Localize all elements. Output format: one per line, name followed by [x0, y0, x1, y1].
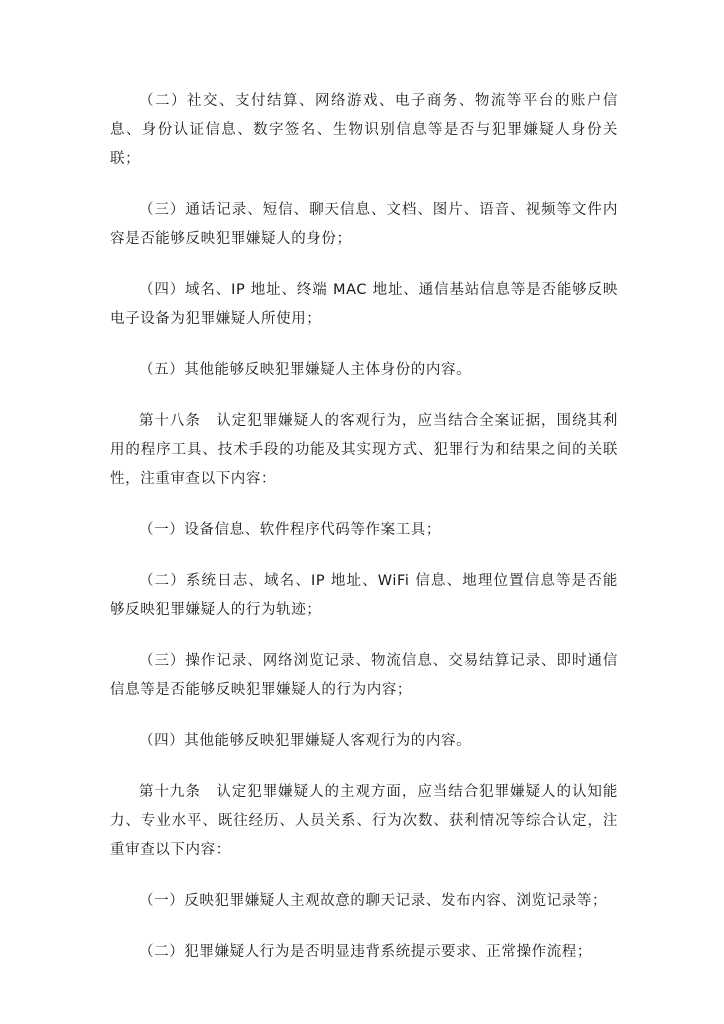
paragraph-article19-item-1: （一）反映犯罪嫌疑人主观故意的聊天记录、发布内容、浏览记录等； — [139, 893, 608, 909]
paragraph-item-4-device-identifiers: （四）域名、IP 地址、终端 MAC 地址、通信基站信息等是否能够反映电子设备为犯罪嫌疑人所使用； — [110, 282, 618, 327]
paragraph-article19-item-2: （二）犯罪嫌疑人行为是否明显违背系统提示要求、正常操作流程； — [139, 944, 592, 960]
paragraph-item-5-other-identity: （五）其他能够反映犯罪嫌疑人主体身份的内容。 — [139, 362, 472, 378]
document-body — [110, 87, 618, 989]
paragraph-article18-item-2: （二）系统日志、域名、IP 地址、WiFi 信息、地理位置信息等是否能够反映犯罪嫌疑人的行为轨迹； — [110, 573, 618, 618]
paragraph-article18-item-1: （一）设备信息、软件程序代码等作案工具； — [139, 522, 441, 538]
paragraph-article18-item-4: （四）其他能够反映犯罪嫌疑人客观行为的内容。 — [139, 733, 472, 749]
article-18: 第十八条 认定犯罪嫌疑人的客观行为，应当结合全案证据，围绕其利用的程序工具、技术手段的功能及其实现方式、犯罪行为和结果之间的关联性，注重审查以下内容： — [110, 413, 618, 487]
article-19: 第十九条 认定犯罪嫌疑人的主观方面，应当结合犯罪嫌疑人的认知能力、专业水平、既往经历、人员关系、行为次数、获利情况等综合认定，注重审查以下内容： — [110, 784, 618, 858]
paragraph-item-3-communications: （三）通话记录、短信、聊天信息、文档、图片、语音、视频等文件内容是否能够反映犯罪嫌疑人的身份； — [110, 202, 618, 247]
paragraph-article18-item-3: （三）操作记录、网络浏览记录、物流信息、交易结算记录、即时通信信息等是否能够反映犯罪嫌疑人的行为内容； — [110, 653, 618, 698]
paragraph-item-2-identity-accounts: （二）社交、支付结算、网络游戏、电子商务、物流等平台的账户信息、身份认证信息、数字签名、生物识别信息等是否与犯罪嫌疑人身份关联； — [110, 93, 618, 167]
